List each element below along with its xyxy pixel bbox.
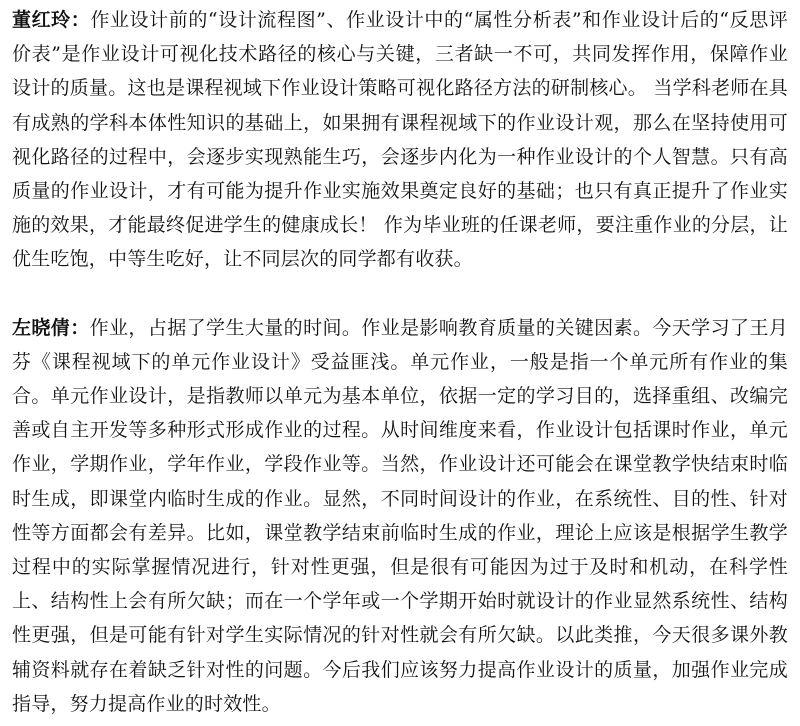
paragraph-zuo-xiaoqian bbox=[12, 311, 788, 721]
document-body bbox=[12, 3, 788, 721]
paragraph-dong-hongling bbox=[12, 3, 788, 277]
speaker-name: 董红玲： bbox=[12, 9, 91, 31]
paragraph-text: 作业设计前的“设计流程图”、作业设计中的“属性分析表”和作业设计后的“反思评价表”是作业设计可视化技术路径的核心与关键，三者缺一不可，共同发挥作用，保障作业设计的质量。这也是课程视域下作业设计策略可视化路径方法的研制核心。 当学科老师在具有成熟的学科本体性知识的基础上，如果拥有课程视域下的作业设计观，那么在坚持使用可视化路径的过程中，会逐步实现熟能生巧，会逐步内化为一种作业设计的个人智慧。只有高质量的作业设计，才有可能为提升作业实施效果奠定良好的基础；也只有真正提升了作业实施的效果，才能最终促进学生的健康成长！ 作为毕业班的任课老师，要注重作业的分层，让优生吃饱，中等生吃好，让不同层次的同学都有收获。 bbox=[12, 9, 788, 271]
paragraph-text: 作业，占据了学生大量的时间。作业是影响教育质量的关键因素。今天学习了王月芬《课程视域下的单元作业设计》受益匪浅。单元作业，一般是指一个单元所有作业的集合。单元作业设计，是指教师以单元为基本单位，依据一定的学习目的，选择重组、改编完善或自主开发等多种形式形成作业的过程。从时间维度来看，作业设计包括课时作业，单元作业，学期作业，学年作业，学段作业等。当然，作业设计还可能会在课堂教学快结束时临时生成，即课堂内临时生成的作业。显然，不同时间设计的作业，在系统性、目的性、针对性等方面都会有差异。比如，课堂教学结束前临时生成的作业，理论上应该是根据学生教学过程中的实际掌握情况进行，针对性更强，但是很有可能因为过于及时和机动，在科学性上、结构性上会有所欠缺；而在一个学年或一个学期开始时就设计的作业显然系统性、结构性更强，但是可能有针对学生实际情况的针对性就会有所欠缺。以此类推，今天很多课外教辅资料就存在着缺乏针对性的问题。今后我们应该努力提高作业设计的质量，加强作业完成指导，努力提高作业的时效性。 bbox=[12, 316, 788, 715]
speaker-name: 左晓倩： bbox=[12, 316, 90, 339]
